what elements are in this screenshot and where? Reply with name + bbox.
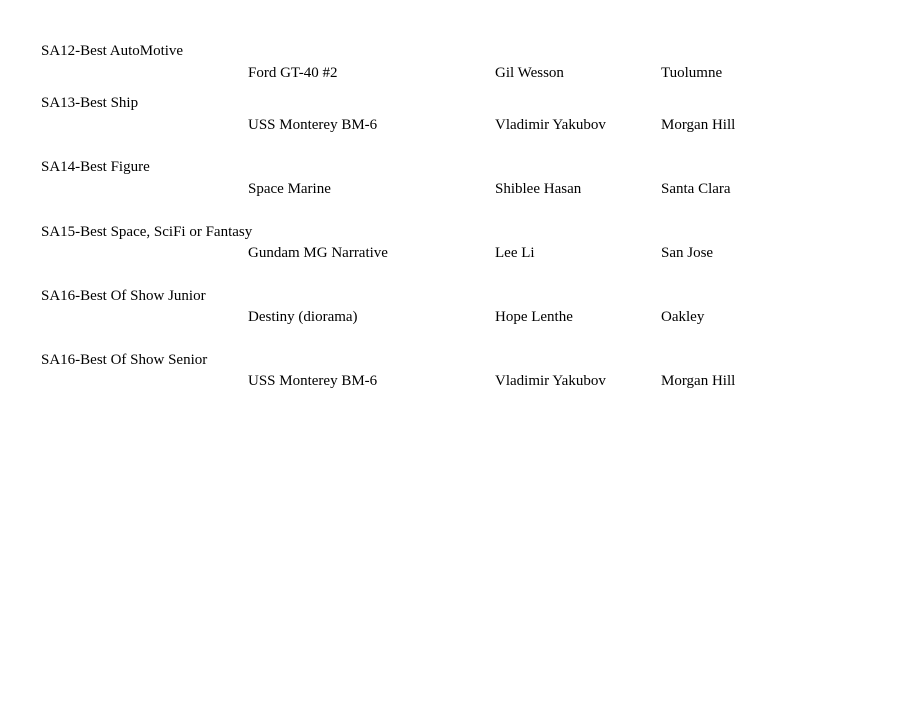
- builder-name: Gil Wesson: [495, 65, 564, 81]
- model-name: Space Marine: [248, 181, 331, 197]
- model-name: Ford GT-40 #2: [248, 65, 338, 81]
- award-entry-row: [0, 308, 908, 326]
- builder-name: Vladimir Yakubov: [495, 117, 606, 133]
- award-category: SA12-Best AutoMotive: [41, 43, 184, 59]
- builder-name: Shiblee Hasan: [495, 181, 582, 197]
- award-entry-row: [0, 244, 908, 262]
- model-name: Gundam MG Narrative: [248, 245, 388, 261]
- builder-city: Tuolumne: [661, 65, 723, 81]
- builder-name: Vladimir Yakubov: [495, 373, 606, 389]
- builder-city: Morgan Hill: [661, 373, 736, 389]
- award-category: SA16-Best Of Show Junior: [41, 288, 206, 304]
- award-category: SA16-Best Of Show Senior: [41, 352, 208, 368]
- builder-name: Hope Lenthe: [495, 309, 573, 325]
- builder-name: Lee Li: [495, 245, 535, 261]
- award-entry-row: [0, 372, 908, 390]
- award-category: SA15-Best Space, SciFi or Fantasy: [41, 224, 253, 240]
- builder-city: San Jose: [661, 245, 714, 261]
- award-category: SA14-Best Figure: [41, 159, 150, 175]
- model-name: USS Monterey BM-6: [248, 373, 378, 389]
- award-entry-row: [0, 180, 908, 198]
- builder-city: Oakley: [661, 309, 705, 325]
- award-category: SA13-Best Ship: [41, 95, 139, 111]
- model-name: Destiny (diorama): [248, 309, 358, 325]
- model-name: USS Monterey BM-6: [248, 117, 378, 133]
- builder-city: Morgan Hill: [661, 117, 736, 133]
- award-entry-row: [0, 64, 908, 82]
- builder-city: Santa Clara: [661, 181, 731, 197]
- award-entry-row: [0, 116, 908, 134]
